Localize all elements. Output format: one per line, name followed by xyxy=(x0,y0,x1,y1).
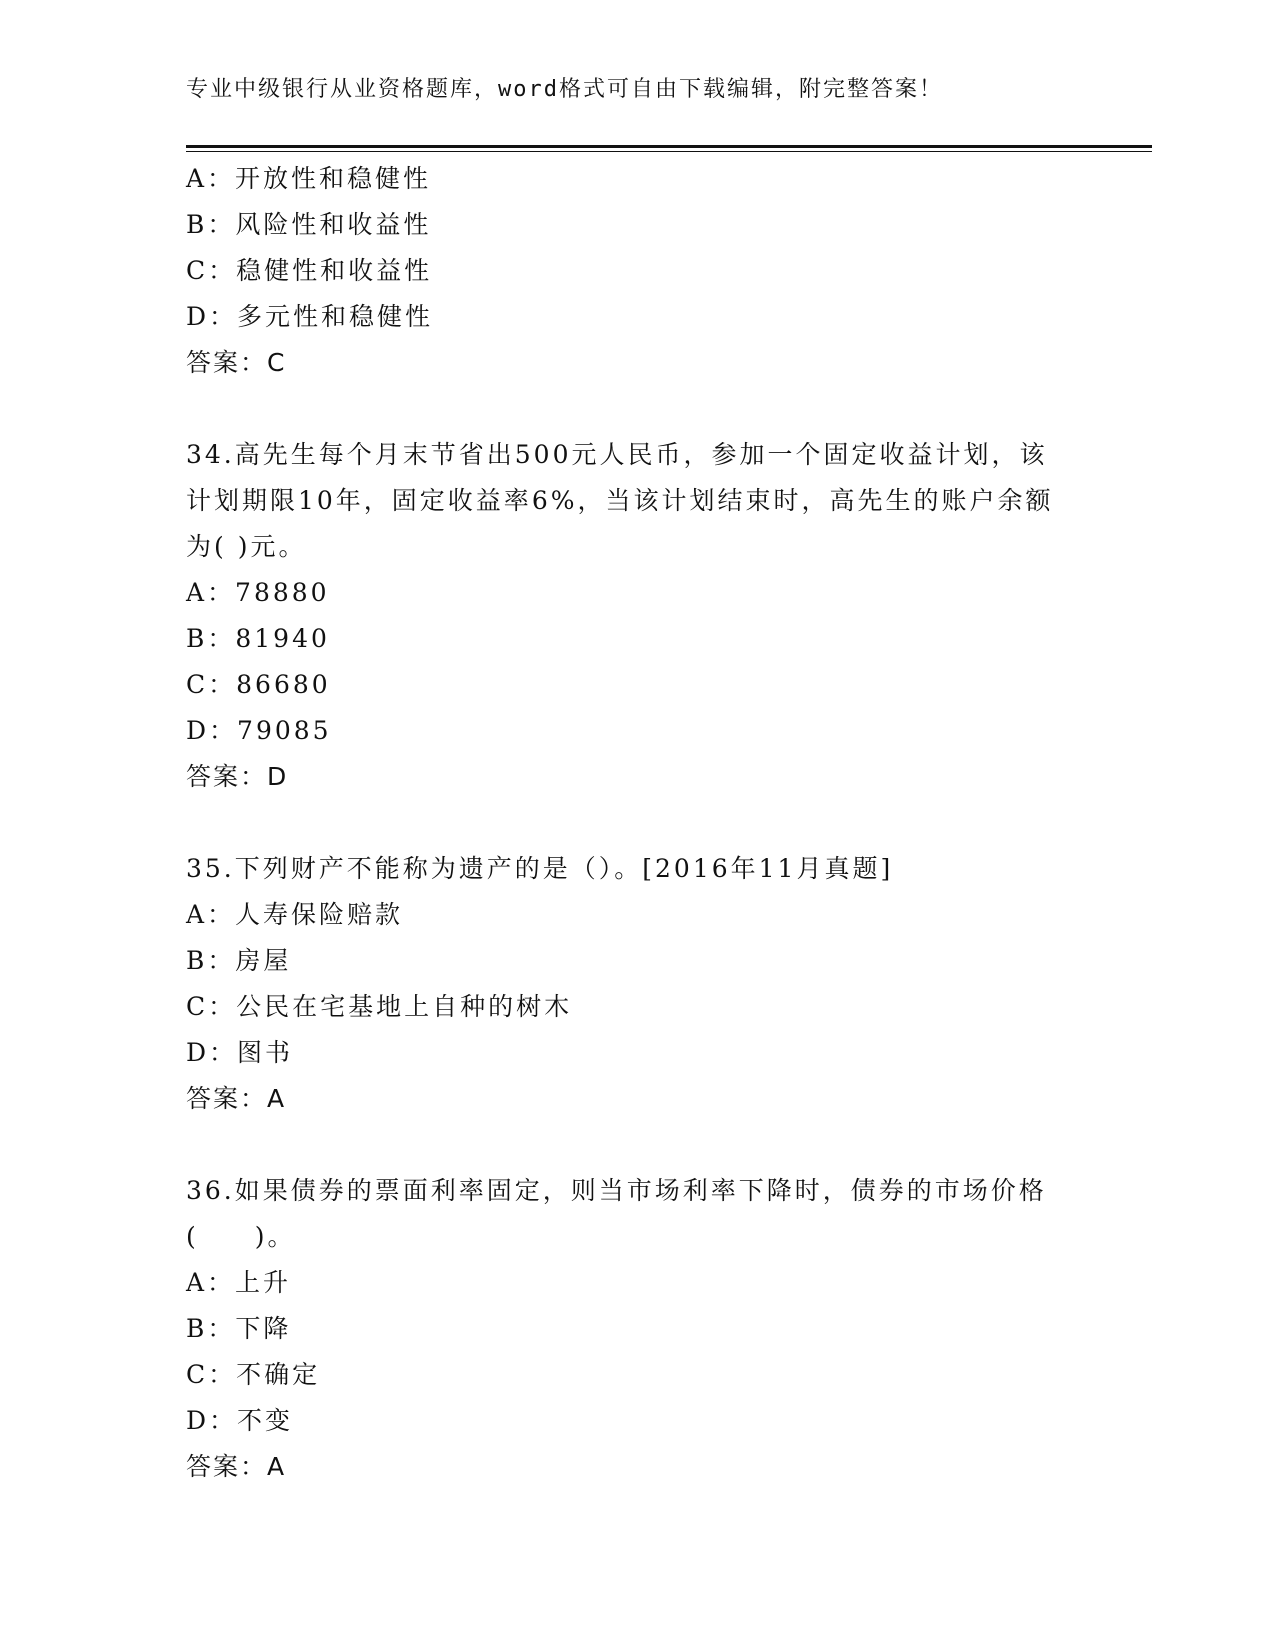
option-b: B：81940 xyxy=(186,624,330,653)
option-c: C：稳健性和收益性 xyxy=(186,256,433,285)
answer: 答案：D xyxy=(186,762,289,791)
page-header: 专业中级银行从业资格题库，word格式可自由下载编辑，附完整答案！ xyxy=(186,77,943,102)
question-34 xyxy=(186,432,1086,800)
question-stem-line: 计划期限10年，固定收益率6%，当该计划结束时，高先生的账户余额 xyxy=(186,486,1054,515)
header-rule-thick xyxy=(186,145,1152,148)
option-b: B：风险性和收益性 xyxy=(186,210,432,239)
option-a: A：人寿保险赔款 xyxy=(186,900,404,929)
question-33 xyxy=(186,156,1086,386)
spacer xyxy=(186,386,1086,432)
option-c: C：不确定 xyxy=(186,1360,321,1389)
option-a: A：开放性和稳健性 xyxy=(186,164,432,193)
header-rule-thin xyxy=(186,151,1152,152)
question-35 xyxy=(186,846,1086,1122)
answer: 答案：A xyxy=(186,1452,287,1481)
option-c: C：公民在宅基地上自种的树木 xyxy=(186,992,573,1021)
question-36 xyxy=(186,1168,1086,1490)
option-d: D：不变 xyxy=(186,1406,294,1435)
question-stem-line: 36.如果债券的票面利率固定，则当市场利率下降时，债券的市场价格 xyxy=(186,1176,1047,1205)
option-d: D：79085 xyxy=(186,716,332,745)
option-b: B：下降 xyxy=(186,1314,292,1343)
question-stem-line: 34.高先生每个月末节省出500元人民币，参加一个固定收益计划，该 xyxy=(186,440,1048,469)
answer: 答案：C xyxy=(186,348,287,377)
option-b: B：房屋 xyxy=(186,946,292,975)
option-a: A：78880 xyxy=(186,578,330,607)
spacer xyxy=(186,1122,1086,1168)
question-list xyxy=(186,156,1086,1490)
option-a: A：上升 xyxy=(186,1268,292,1297)
option-d: D：图书 xyxy=(186,1038,294,1067)
spacer xyxy=(186,800,1086,846)
question-stem-line: ( )。 xyxy=(186,1222,296,1251)
option-d: D：多元性和稳健性 xyxy=(186,302,434,331)
question-stem-line: 为( )元。 xyxy=(186,532,307,561)
answer: 答案：A xyxy=(186,1084,287,1113)
question-stem-line: 35.下列财产不能称为遗产的是（）。[2016年11月真题] xyxy=(186,854,894,883)
option-c: C：86680 xyxy=(186,670,331,699)
